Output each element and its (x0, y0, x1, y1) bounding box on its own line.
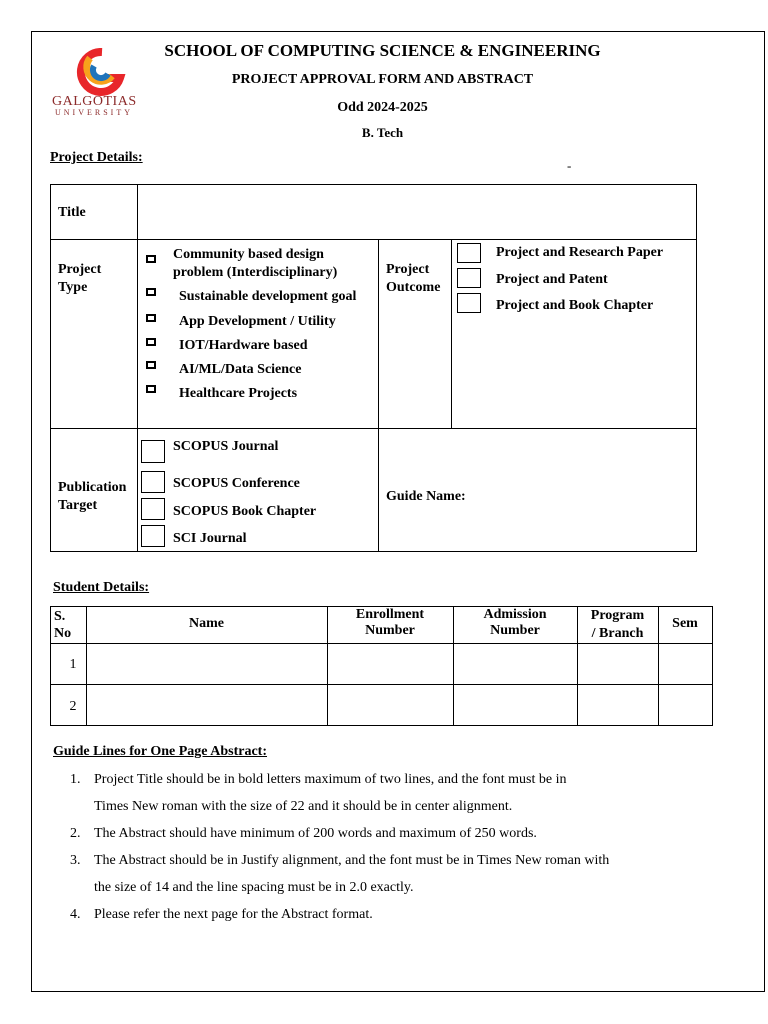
guideline-item (70, 847, 690, 901)
outcome-label-1: Project (386, 262, 430, 277)
guideline-item (70, 901, 690, 928)
type-option-community-1: Community based design (173, 247, 324, 262)
pub-scopus-conference: SCOPUS Conference (173, 476, 300, 491)
school-title: SCHOOL OF COMPUTING SCIENCE & ENGINEERING (164, 41, 601, 60)
project-details-heading: Project Details: (50, 150, 143, 165)
logo-name: GALGOTIAS (52, 94, 137, 109)
student-details-table (50, 606, 713, 726)
col-adm-1: Admission (483, 607, 547, 622)
dash-mark: - (567, 158, 572, 173)
project-details-table (50, 184, 697, 552)
title-input[interactable] (142, 188, 692, 236)
publication-label-2: Target (58, 498, 98, 513)
guideline-text-cont: Times New roman with the size of 22 and it should be in center alignment. (94, 799, 513, 814)
checkbox-aiml[interactable] (146, 361, 156, 369)
guideline-text: The Abstract should be in Justify alignment, and the font must be in Times New roman with (94, 853, 610, 868)
guideline-num: 3. (70, 853, 81, 868)
pub-scopus-journal: SCOPUS Journal (173, 439, 279, 454)
checkbox-scopus-book[interactable] (141, 498, 165, 520)
checkbox-patent[interactable] (457, 268, 481, 288)
student-details-heading: Student Details: (53, 580, 150, 595)
col-adm-2: Number (490, 623, 540, 638)
logo-sub: UNIVERSITY (55, 108, 133, 117)
checkbox-scopus-conference[interactable] (141, 471, 165, 493)
guideline-item (70, 820, 690, 847)
type-option-sustainable: Sustainable development goal (179, 289, 357, 304)
col-enroll-2: Number (365, 623, 415, 638)
checkbox-community[interactable] (146, 255, 156, 263)
guidelines-list (70, 766, 690, 928)
project-type-label-2: Type (58, 280, 88, 295)
guide-name-label: Guide Name: (386, 489, 466, 504)
guideline-text: The Abstract should have minimum of 200 words and maximum of 250 words. (94, 826, 537, 841)
guide-name-input[interactable] (480, 482, 690, 510)
guideline-text: Project Title should be in bold letters maximum of two lines, and the font must be in (94, 772, 567, 787)
col-name: Name (189, 616, 224, 631)
outcome-book-chapter: Project and Book Chapter (496, 298, 654, 313)
type-option-iot: IOT/Hardware based (179, 338, 308, 353)
guideline-text: Please refer the next page for the Abstract format. (94, 907, 373, 922)
checkbox-research-paper[interactable] (457, 243, 481, 263)
checkbox-iot[interactable] (146, 338, 156, 346)
outcome-patent: Project and Patent (496, 272, 608, 287)
checkbox-scopus-journal[interactable] (141, 440, 165, 463)
guideline-item (70, 766, 690, 820)
checkbox-app-dev[interactable] (146, 314, 156, 322)
checkbox-book-chapter[interactable] (457, 293, 481, 313)
col-sem: Sem (672, 616, 698, 631)
title-label: Title (58, 205, 86, 220)
project-type-label-1: Project (58, 262, 102, 277)
guidelines-heading: Guide Lines for One Page Abstract: (53, 744, 268, 759)
col-prog-1: Program (590, 608, 645, 623)
guideline-num: 2. (70, 826, 81, 841)
session: Odd 2024-2025 (337, 100, 428, 115)
outcome-research-paper: Project and Research Paper (496, 245, 664, 260)
form-title: PROJECT APPROVAL FORM AND ABSTRACT (231, 72, 534, 87)
guideline-text-cont: the size of 14 and the line spacing must be in 2.0 exactly. (94, 880, 414, 895)
col-prog-2: / Branch (591, 626, 644, 641)
guideline-num: 1. (70, 772, 81, 787)
row-1-sno: 1 (69, 657, 77, 672)
type-option-community-2: problem (Interdisciplinary) (173, 265, 338, 280)
guideline-num: 4. (70, 907, 81, 922)
pub-scopus-book: SCOPUS Book Chapter (173, 504, 317, 519)
program: B. Tech (361, 125, 404, 140)
col-sno-1: S. (54, 609, 66, 624)
checkbox-sci-journal[interactable] (141, 525, 165, 547)
pub-sci-journal: SCI Journal (173, 531, 247, 546)
publication-label-1: Publication (58, 480, 127, 495)
col-sno-2: No (54, 626, 72, 641)
checkbox-healthcare[interactable] (146, 385, 156, 393)
row-2-sno: 2 (69, 699, 77, 714)
checkbox-sustainable[interactable] (146, 288, 156, 296)
type-option-aiml: AI/ML/Data Science (179, 362, 302, 377)
type-option-app-dev: App Development / Utility (179, 314, 336, 329)
type-option-healthcare: Healthcare Projects (179, 386, 298, 401)
outcome-label-2: Outcome (386, 280, 441, 295)
col-enroll-1: Enrollment (355, 607, 425, 622)
